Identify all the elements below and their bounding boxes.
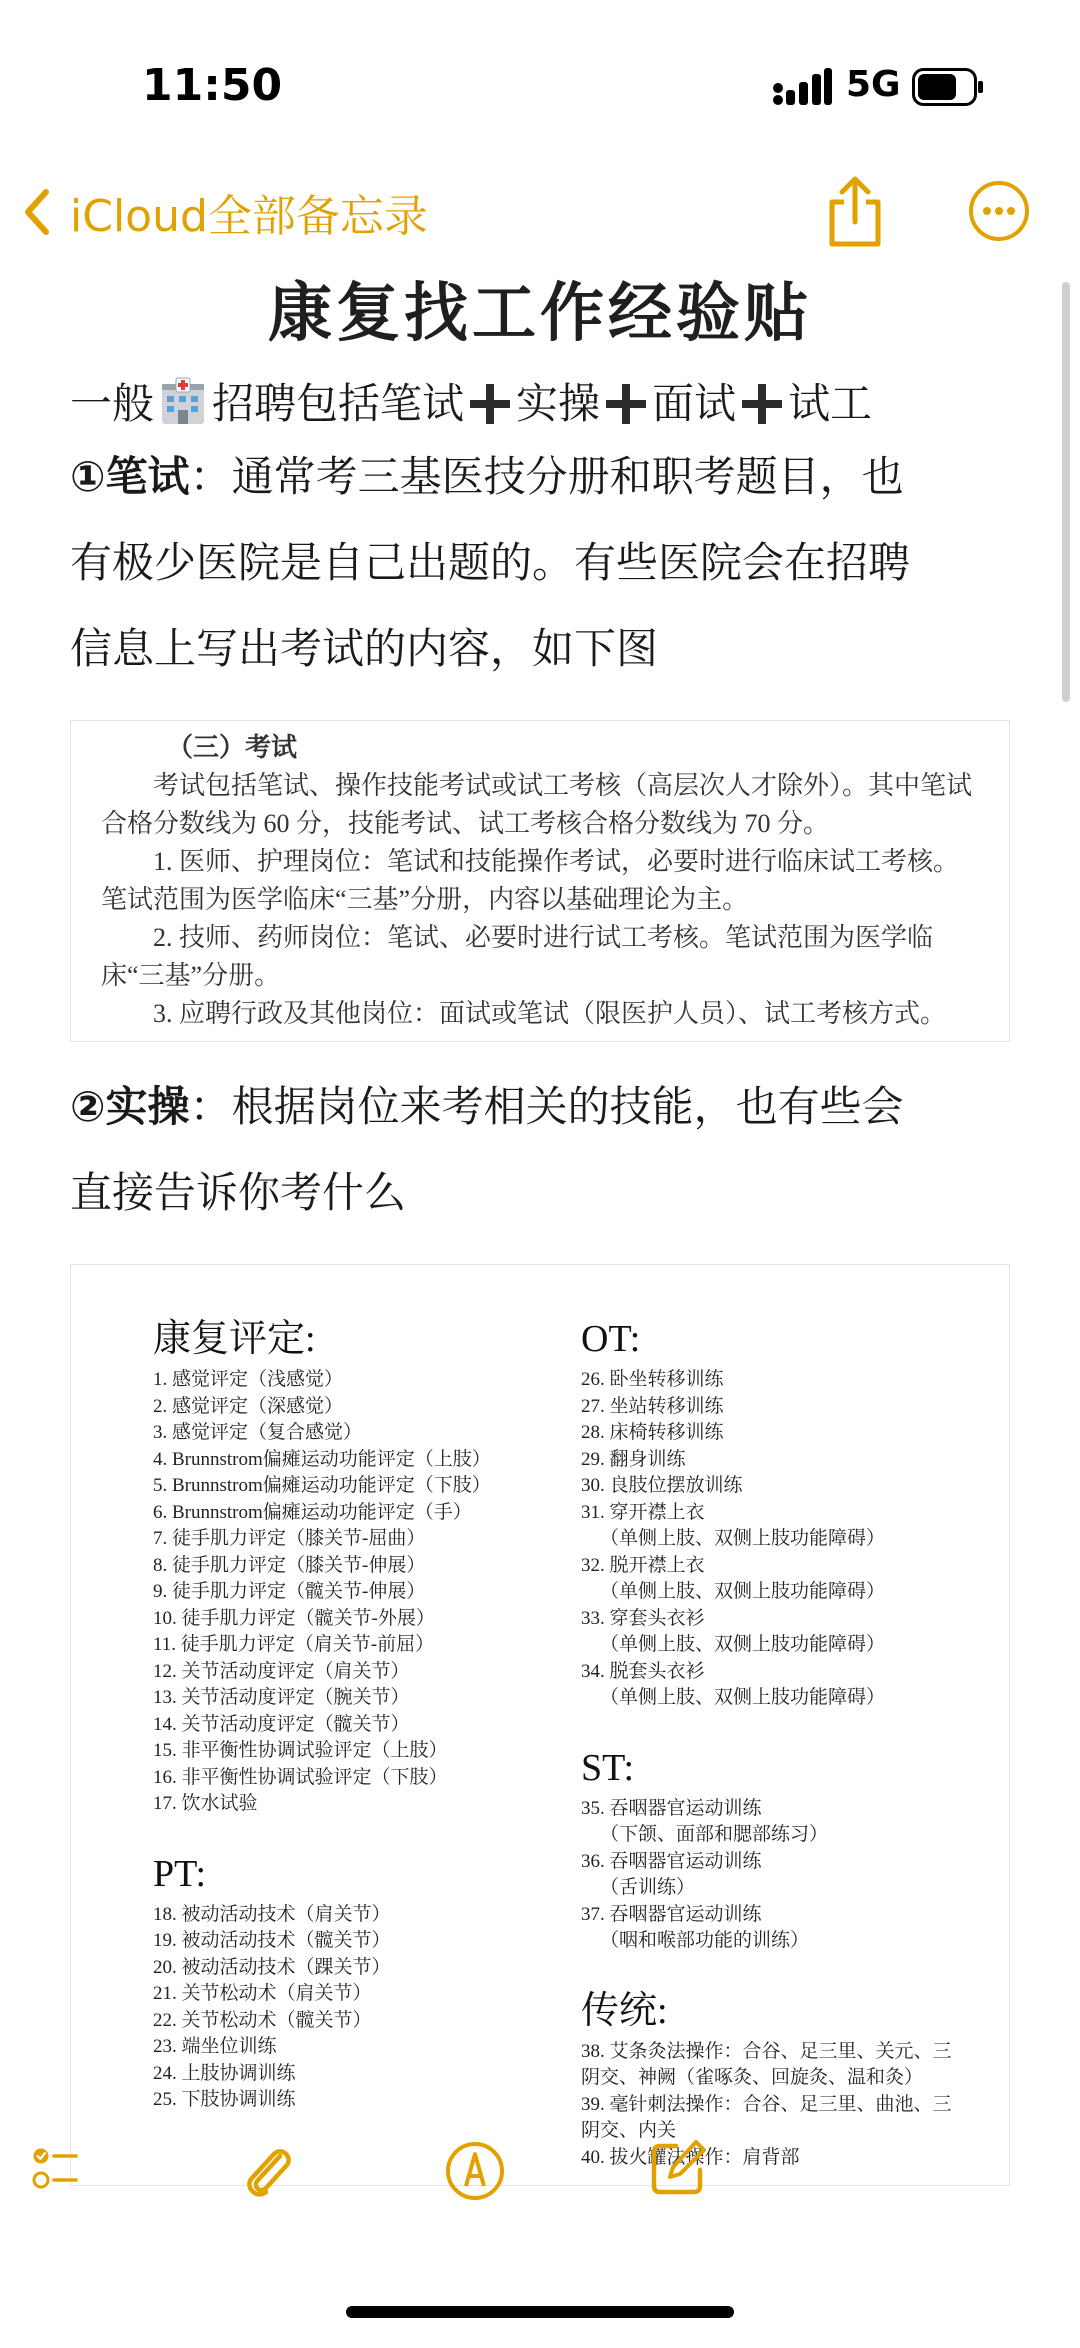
hospital-icon — [158, 376, 208, 426]
skill-item: 29. 翻身训练 — [581, 1448, 686, 1470]
skill-item: 14. 关节活动度评定（髋关节） — [153, 1713, 410, 1735]
intro-text-3: 实操 — [516, 379, 601, 428]
section-text-line: 有极少医院是自己出题的。有些医院会在招聘 — [70, 538, 911, 587]
status-time: 11:50 — [142, 60, 283, 111]
skill-item: 15. 非平衡性协调试验评定（上肢） — [153, 1740, 448, 1761]
intro-text-1: 一般 — [70, 379, 155, 428]
note-title: 康复找工作经验贴 — [268, 277, 812, 351]
plus-icon — [606, 384, 646, 424]
skill-item: 21. 关节松动术（肩关节） — [153, 1983, 372, 2004]
skill-item: 23. 端坐位训练 — [153, 2036, 277, 2057]
checklist-icon[interactable] — [32, 2144, 80, 2192]
skill-item: 24. 上肢协调训练 — [153, 2062, 296, 2084]
skills-heading: PT: — [153, 1852, 207, 1895]
skill-item: 5. Brunnstrom偏瘫运动功能评定（下肢） — [153, 1475, 491, 1496]
skill-item: 2. 感觉评定（深感觉） — [153, 1395, 344, 1417]
skill-item: （单侧上肢、双侧上肢功能障碍） — [581, 1528, 886, 1549]
section-text-line: ：通常考三基医技分册和职考题目，也 — [189, 452, 904, 501]
more-options-icon[interactable] — [968, 180, 1030, 242]
exam-heading: （三）考试 — [167, 733, 298, 762]
skill-item: 19. 被动活动技术（髋关节） — [153, 1930, 391, 1951]
skills-heading: 康复评定: — [153, 1318, 316, 1360]
back-label: iCloud全部备忘录 — [70, 191, 428, 242]
chevron-left-icon — [22, 188, 52, 236]
skill-item: 1. 感觉评定（浅感觉） — [153, 1369, 344, 1390]
skills-heading: ST: — [581, 1746, 635, 1789]
skill-item: 33. 穿套头衣衫 — [581, 1607, 705, 1629]
skill-item: 6. Brunnstrom偏瘫运动功能评定（手） — [153, 1501, 472, 1523]
home-indicator[interactable] — [346, 2306, 734, 2318]
skill-item: 31. 穿开襟上衣 — [581, 1501, 705, 1523]
skill-item: 阴交、内关 — [581, 2120, 677, 2141]
skill-item: 12. 关节活动度评定（肩关节） — [153, 1660, 410, 1682]
skill-item: 18. 被动活动技术（肩关节） — [153, 1903, 391, 1925]
plus-icon — [470, 384, 510, 424]
intro-text-2: 招聘包括笔试 — [212, 379, 465, 428]
section-text-line: 直接告诉你考什么 — [70, 1168, 407, 1217]
skill-item: 38. 艾条灸法操作：合谷、足三里、关元、三 — [581, 2040, 952, 2062]
back-button[interactable] — [22, 180, 428, 244]
skills-heading: 传统: — [581, 1989, 668, 2032]
cellular-signal-icon — [772, 68, 832, 108]
skill-item: 10. 徒手肌力评定（髋关节-外展） — [153, 1607, 435, 1629]
skill-item: 9. 徒手肌力评定（髋关节-伸展） — [153, 1581, 426, 1602]
section-practical-exam — [70, 1064, 1010, 1236]
note-body[interactable] — [70, 262, 1010, 2186]
intro-text-4: 面试 — [652, 379, 737, 428]
skills-left-column — [153, 1317, 553, 2114]
network-type: 5G — [846, 64, 901, 105]
exam-paragraph: 考试包括笔试、操作技能考试或试工考核（高层次人才除外）。其中笔试合格分数线为 60 分，技能考试、试工考核合格分数线为 70 分。 — [101, 771, 973, 838]
section-written-exam — [70, 434, 1010, 692]
section-lead: ②实操 — [70, 1082, 190, 1131]
skill-item: 13. 关节活动度评定（腕关节） — [153, 1687, 410, 1708]
skill-item: 11. 徒手肌力评定（肩关节-前屈） — [153, 1634, 435, 1655]
skill-item: （下颌、面部和腮部练习） — [581, 1824, 829, 1845]
skill-item: 30. 良肢位摆放训练 — [581, 1475, 743, 1496]
skill-item: 39. 毫针刺法操作：合谷、足三里、曲池、三 — [581, 2093, 952, 2115]
bottom-toolbar — [0, 2130, 1080, 2250]
skill-item: 25. 下肢协调训练 — [153, 2089, 296, 2110]
skill-item: 40. 拔火罐法操作：肩背部 — [581, 2146, 800, 2168]
skill-item: 8. 徒手肌力评定（膝关节-伸展） — [153, 1554, 426, 1576]
skill-item: 32. 脱开襟上衣 — [581, 1554, 705, 1576]
skill-item: 28. 床椅转移训练 — [581, 1422, 724, 1443]
plus-icon — [742, 384, 782, 424]
skill-item: 阴交、神阙（雀啄灸、回旋灸、温和灸） — [581, 2067, 924, 2088]
skill-item: （单侧上肢、双侧上肢功能障碍） — [581, 1634, 886, 1655]
skill-item: （舌训练） — [581, 1877, 696, 1898]
intro-text-5: 试工 — [788, 379, 873, 428]
skill-item: 22. 关节松动术（髋关节） — [153, 2009, 372, 2031]
skill-item: 17. 饮水试验 — [153, 1793, 258, 1814]
nav-bar — [0, 170, 1080, 270]
exam-paragraph: 2. 技师、药师岗位：笔试、必要时进行试工考核。笔试范围为医学临床“三基”分册。 — [101, 923, 934, 990]
skill-item: （单侧上肢、双侧上肢功能障碍） — [581, 1687, 886, 1708]
section-text-line: ：根据岗位来考相关的技能，也有些会 — [189, 1082, 904, 1131]
skill-item: 4. Brunnstrom偏瘫运动功能评定（上肢） — [153, 1448, 491, 1470]
scroll-indicator[interactable] — [1062, 282, 1070, 702]
status-bar — [0, 0, 1080, 150]
attachment-paperclip-icon[interactable] — [240, 2138, 296, 2202]
skills-right-column — [581, 1317, 1001, 2171]
skill-item: 20. 被动活动技术（踝关节） — [153, 1956, 391, 1978]
skill-item: 3. 感觉评定（复合感觉） — [153, 1422, 363, 1443]
skill-item: 26. 卧坐转移训练 — [581, 1369, 724, 1390]
skill-item: 34. 脱套头衣衫 — [581, 1660, 705, 1682]
markup-pen-icon[interactable] — [444, 2140, 506, 2202]
skill-item: 7. 徒手肌力评定（膝关节-屈曲） — [153, 1528, 426, 1549]
skill-item: 27. 坐站转移训练 — [581, 1395, 724, 1417]
skill-item: 35. 吞咽器官运动训练 — [581, 1797, 762, 1819]
skill-item: 16. 非平衡性协调试验评定（下肢） — [153, 1766, 448, 1788]
skill-item: 37. 吞咽器官运动训练 — [581, 1903, 762, 1925]
exam-paragraph: 1. 医师、护理岗位：笔试和技能操作考试，必要时进行临床试工考核。笔试范围为医学临床“三基”分册，内容以基础理论为主。 — [101, 847, 960, 914]
skill-item: （单侧上肢、双侧上肢功能障碍） — [581, 1581, 886, 1602]
skills-heading: OT: — [581, 1318, 641, 1360]
skills-list-image[interactable] — [70, 1264, 1010, 2186]
share-icon[interactable] — [822, 174, 888, 250]
skill-item: 36. 吞咽器官运动训练 — [581, 1850, 762, 1872]
exam-info-image[interactable] — [70, 720, 1010, 1042]
section-text-line: 信息上写出考试的内容，如下图 — [70, 624, 659, 673]
battery-icon — [912, 68, 984, 106]
section-lead: ①笔试 — [70, 452, 190, 501]
exam-paragraph: 3. 应聘行政及其他岗位：面试或笔试（限医护人员）、试工考核方式。 — [153, 999, 947, 1028]
compose-note-icon[interactable] — [648, 2136, 710, 2198]
intro-line — [70, 374, 1010, 434]
skill-item: （咽和喉部功能的训练） — [581, 1930, 810, 1951]
